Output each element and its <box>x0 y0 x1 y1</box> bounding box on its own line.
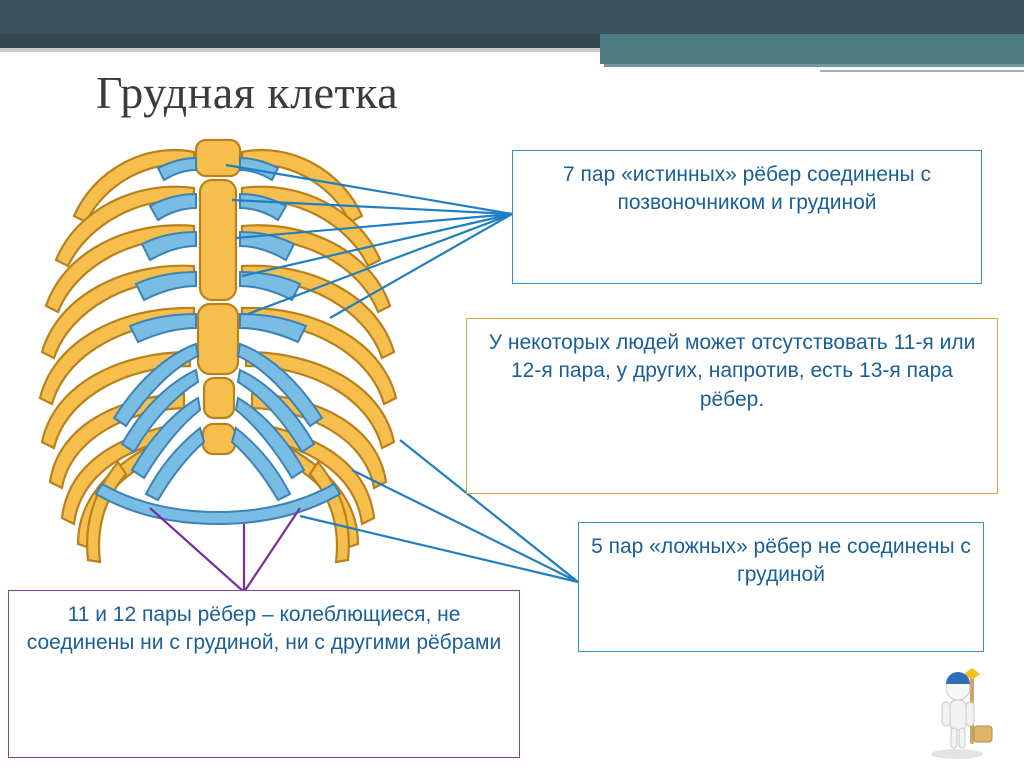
callout-false-ribs <box>578 522 984 652</box>
rib-cage-illustration <box>18 132 418 592</box>
header-bar-dark-lower <box>0 34 600 48</box>
header-bar-dark <box>0 0 1024 34</box>
header-shadow-strip <box>0 48 600 52</box>
mascot-figure-icon <box>912 650 1002 760</box>
callout-floating-ribs <box>8 590 520 758</box>
callout-false-ribs-text: 5 пар «ложных» рёбер не соединены с грудиной <box>591 535 971 587</box>
callout-true-ribs-text: 7 пар «истинных» рёбер соединены с позвоночником и грудиной <box>563 163 931 215</box>
callout-true-ribs <box>512 150 982 284</box>
header-accent-line-1 <box>604 64 1024 67</box>
page-title: Грудная клетка <box>96 67 399 118</box>
header-accent-line-2 <box>820 70 1024 72</box>
callout-variation-note <box>466 318 998 494</box>
callout-variation-note-text: У некоторых людей может отсутствовать 11-я или 12-я пара, у других, напротив, есть 13-я пара рёбер. <box>488 331 976 411</box>
callout-floating-ribs-text: 11 и 12 пары рёбер – колеблющиеся, не соединены ни с грудиной, ни с другими рёбрами <box>26 603 502 655</box>
header-bar-teal <box>600 34 1024 64</box>
